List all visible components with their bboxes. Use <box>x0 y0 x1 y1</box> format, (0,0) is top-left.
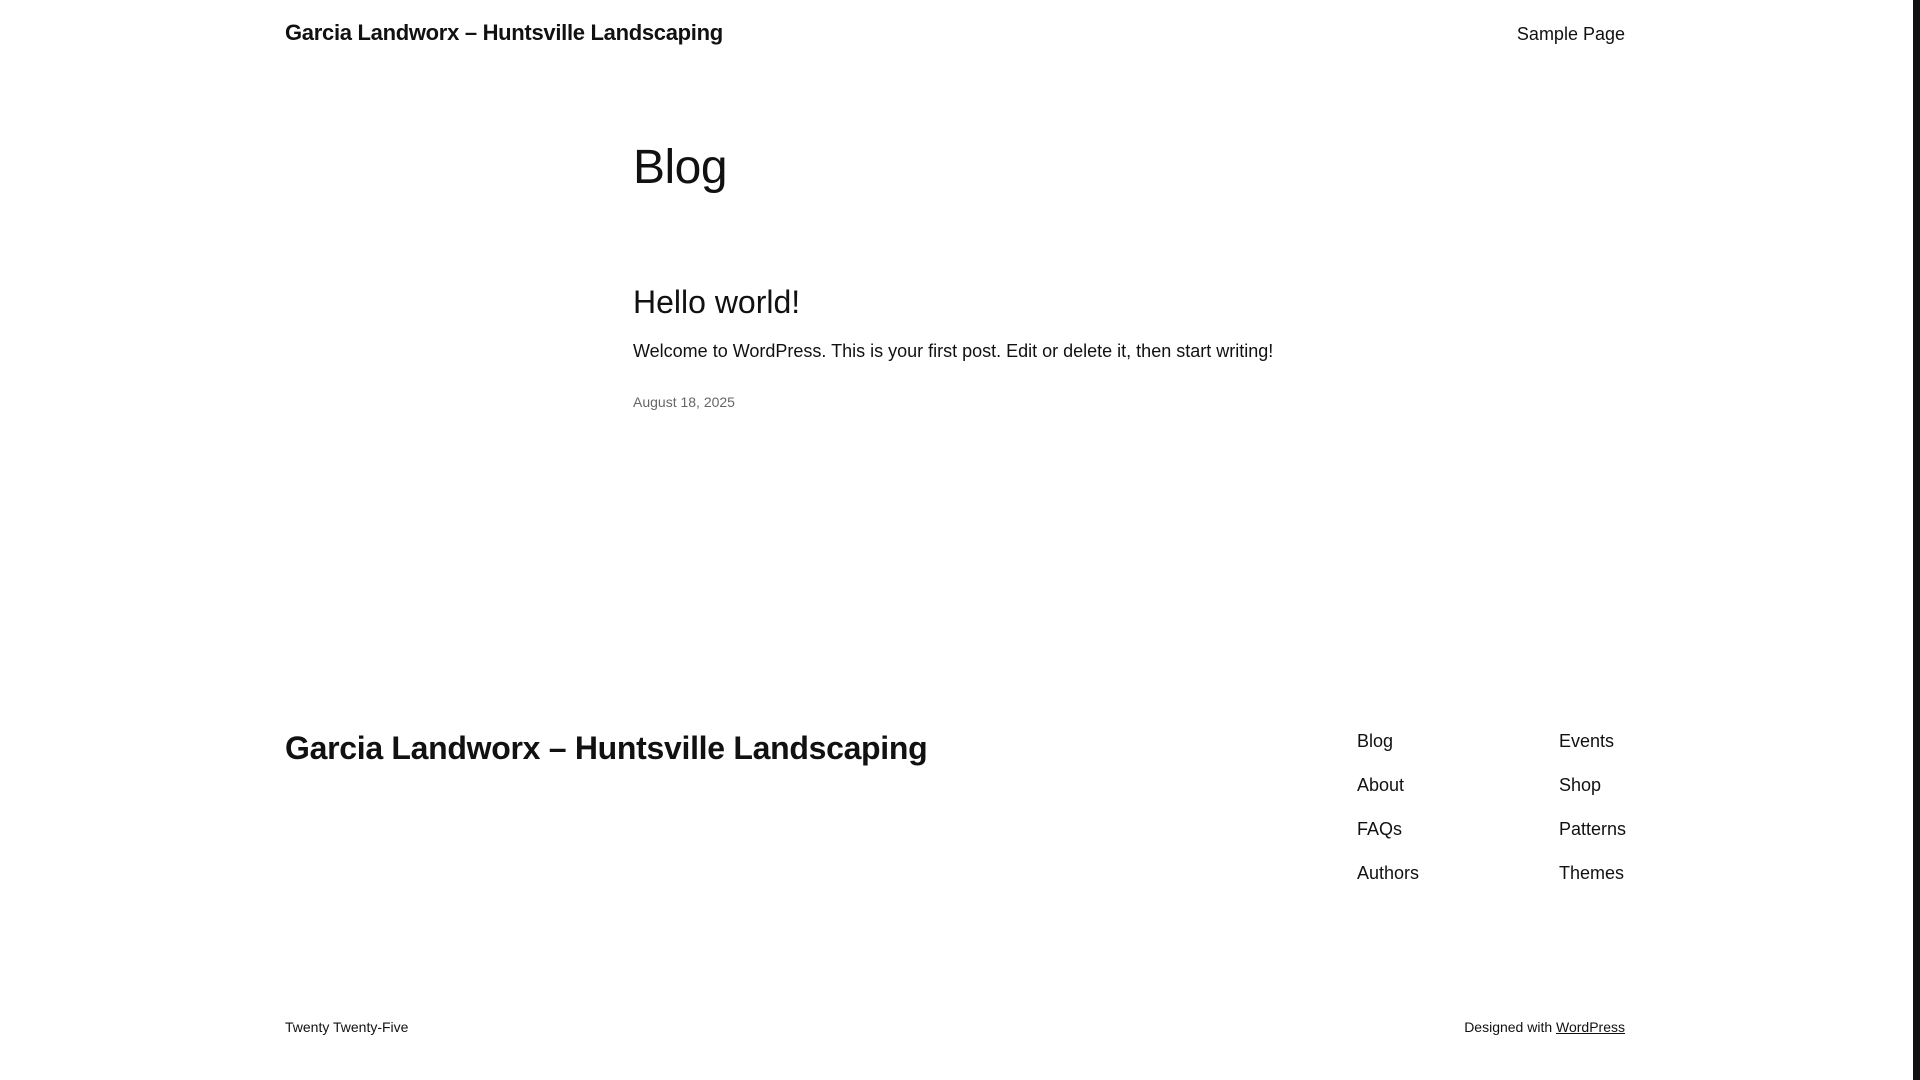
designed-with-credit <box>1464 1019 1625 1035</box>
footer-link-faqs[interactable]: FAQs <box>1357 819 1403 839</box>
footer-nav-column-1 <box>1357 730 1419 906</box>
footer-nav-column-2 <box>1559 730 1626 906</box>
post-date: August 18, 2025 <box>633 394 735 410</box>
footer-link-patterns[interactable]: Patterns <box>1559 819 1627 839</box>
scrollbar[interactable] <box>1913 0 1920 1080</box>
footer-link-authors[interactable]: Authors <box>1357 863 1420 883</box>
nav-sample-page[interactable]: Sample Page <box>1516 24 1625 44</box>
footer-link-events[interactable]: Events <box>1559 731 1615 751</box>
site-title-link[interactable]: Garcia Landworx – Huntsville Landscaping <box>285 20 723 45</box>
footer-link-themes[interactable]: Themes <box>1559 863 1625 883</box>
post-item <box>633 280 1433 410</box>
designed-with-text: Designed with <box>1464 1019 1553 1035</box>
post-title-link[interactable]: Hello world! <box>633 284 801 320</box>
footer-link-about[interactable]: About <box>1357 775 1405 795</box>
footer-link-shop[interactable]: Shop <box>1559 775 1602 795</box>
page-title: Blog <box>633 141 728 194</box>
footer-site-title[interactable]: Garcia Landworx – Huntsville Landscaping <box>285 730 928 766</box>
wordpress-link[interactable]: WordPress <box>1556 1019 1625 1035</box>
theme-credit: Twenty Twenty-Five <box>285 1019 409 1035</box>
footer-link-blog[interactable]: Blog <box>1357 731 1394 751</box>
post-excerpt: Welcome to WordPress. This is your first post. Edit or delete it, then start writing! <box>633 341 1274 361</box>
